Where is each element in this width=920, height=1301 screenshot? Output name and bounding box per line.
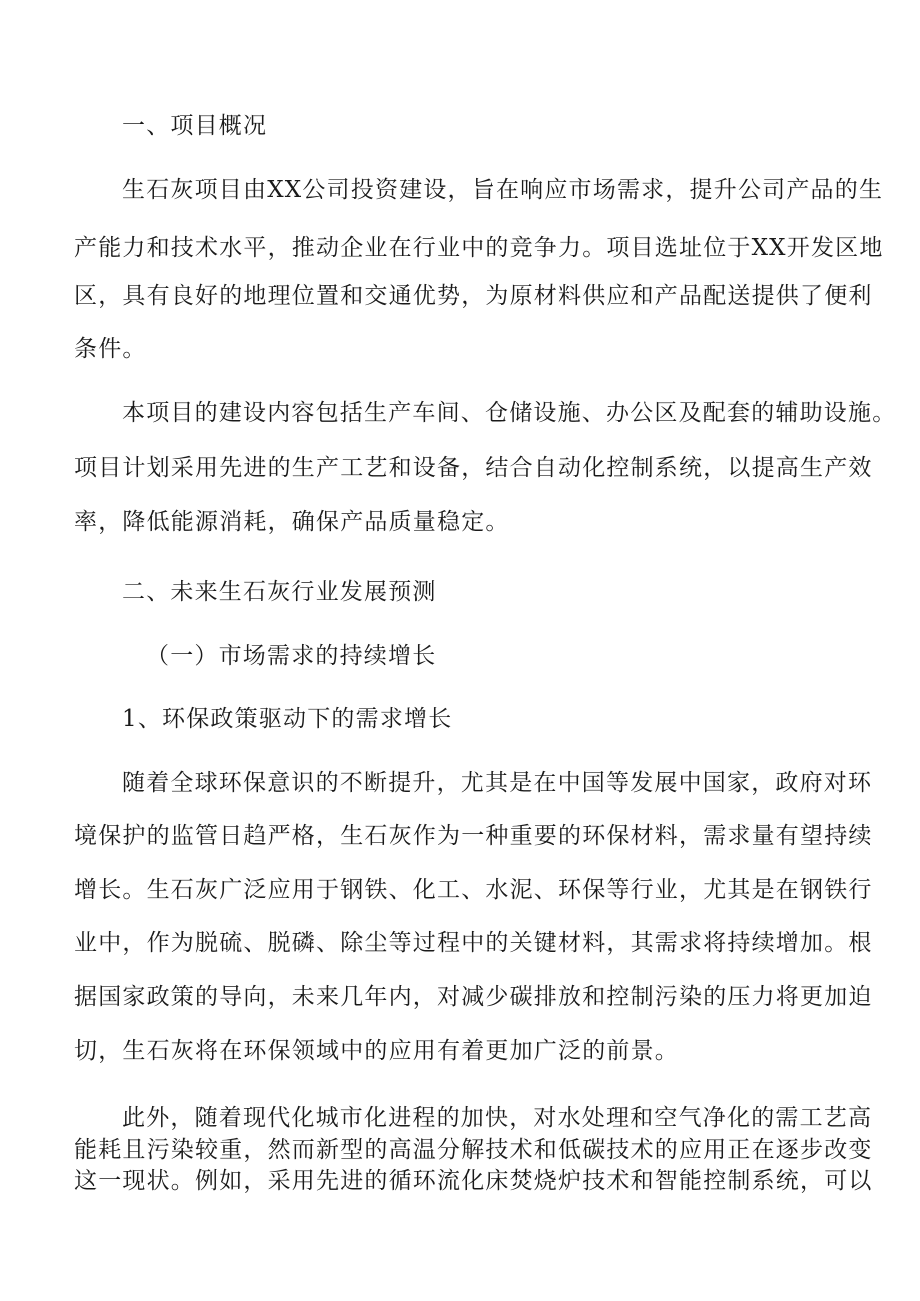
subheading-market-demand: （一）市场需求的持续增长: [146, 643, 437, 669]
paragraph-line: 随着全球环保意识的不断提升，尤其是在中国等发展中国家，政府对环: [122, 770, 873, 796]
heading-industry-forecast: 二、未来生石灰行业发展预测: [122, 579, 437, 605]
paragraph-line: 率，降低能源消耗，确保产品质量稳定。: [74, 509, 510, 535]
heading-project-overview: 一、项目概况: [122, 113, 268, 139]
paragraph-line: 此外，随着现代化城市化进程的加快，对水处理和空气净化的需工艺高: [122, 1105, 873, 1131]
paragraph-line: 区，具有良好的地理位置和交通优势，为原材料供应和产品配送提供了便利: [74, 283, 873, 309]
paragraph-line: 据国家政策的导向，未来几年内，对减少碳排放和控制污染的压力将更加迫: [74, 984, 873, 1010]
paragraph-line: 生石灰项目由XX公司投资建设，旨在响应市场需求，提升公司产品的生: [122, 177, 884, 203]
paragraph-line: 这一现状。例如，采用先进的循环流化床焚烧炉技术和智能控制系统，可以: [74, 1168, 873, 1194]
paragraph-line: 业中，作为脱硫、脱磷、除尘等过程中的关键材料，其需求将持续增加。根: [74, 930, 873, 956]
paragraph-line: 境保护的监管日趋严格，生石灰作为一种重要的环保材料，需求量有望持续: [74, 823, 873, 849]
paragraph-line: 项目计划采用先进的生产工艺和设备，结合自动化控制系统，以提高生产效: [74, 455, 873, 481]
paragraph-line: 切，生石灰将在环保领域中的应用有着更加广泛的前景。: [74, 1038, 679, 1064]
item-heading-policy-demand: 1、环保政策驱动下的需求增长: [122, 706, 453, 732]
paragraph-line: 条件。: [74, 336, 147, 362]
paragraph-line: 增长。生石灰广泛应用于钢铁、化工、水泥、环保等行业，尤其是在钢铁行: [74, 877, 873, 903]
paragraph-line: 本项目的建设内容包括生产车间、仓储设施、办公区及配套的辅助设施。: [122, 400, 897, 426]
paragraph-line: 产能力和技术水平，推动企业在行业中的竞争力。项目选址位于XX开发区地: [74, 235, 884, 261]
paragraph-line: 能耗且污染较重，然而新型的高温分解技术和低碳技术的应用正在逐步改变: [74, 1137, 873, 1163]
